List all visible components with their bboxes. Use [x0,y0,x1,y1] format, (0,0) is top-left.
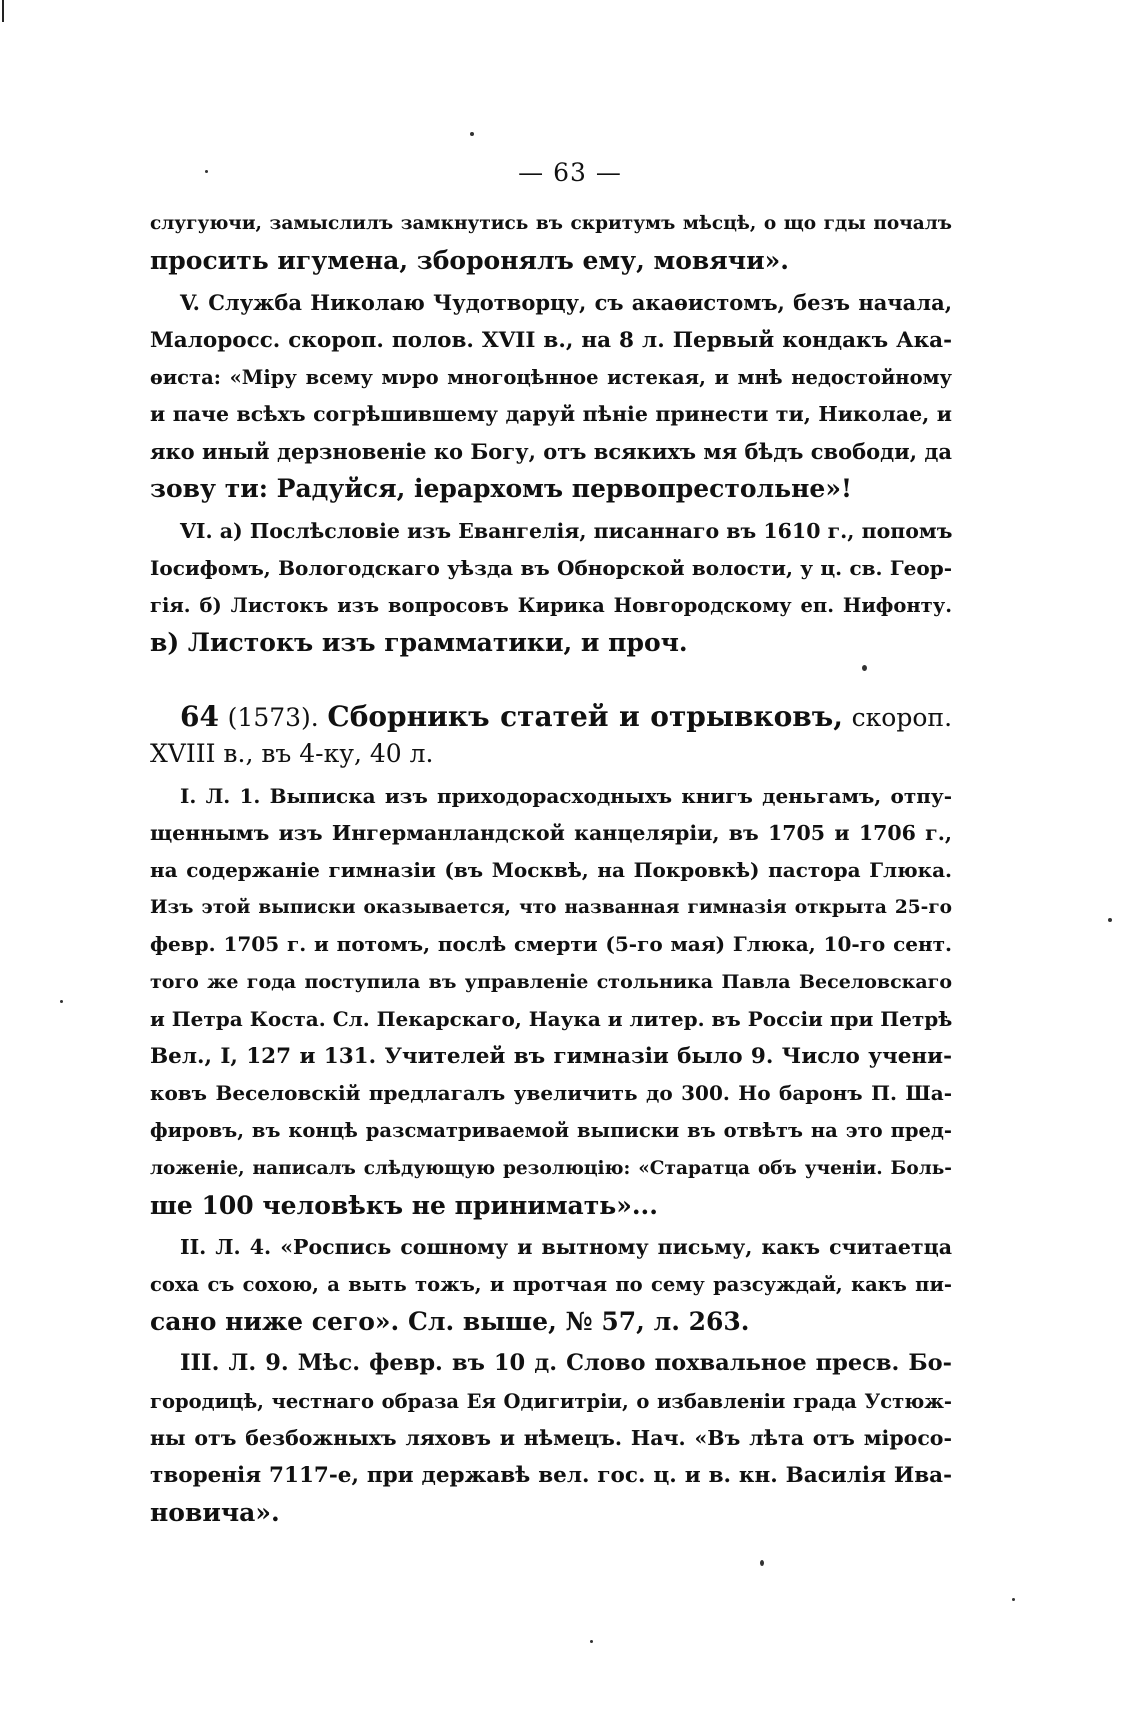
page-body [150,205,952,1531]
paragraph [150,1345,952,1531]
entry-title: Сборникъ статей и отрывковъ, [327,700,843,734]
text-line: V. Служба Николаю Чудотворцу, съ акаѳистомъ, безъ начала, [180,290,952,316]
scan-speck [760,1560,764,1566]
text-line: ѳиста: «Міру всему мνро многоцѣнное истекая, и мнѣ недостойному [150,365,952,389]
text-line: слугуючи, замыслилъ замкнутись въ скритумъ мѣсцѣ, о що гды почалъ [150,213,952,234]
text-line: в) Листокъ изъ грамматики, и проч. [150,628,688,658]
text-line: ше 100 человѣкъ не принимать»... [150,1190,658,1220]
text-line: Вел., I, 127 и 131. Учителей въ гимназіи было 9. Число учени- [150,1043,952,1069]
scan-speck [1012,1598,1015,1601]
paragraph [150,778,952,1224]
text-line: гія. б) Листокъ изъ вопросовъ Кирика Новгородскому еп. Нифонту. [150,593,952,617]
paragraph [150,284,952,507]
text-line: просить игумена, зборонялъ ему, мовячи». [150,246,789,276]
entry-heading-line [150,698,952,735]
text-line: Іосифомъ, Вологодскаго уѣзда въ Обнорской волости, у ц. св. Геор- [150,555,952,580]
text-line: Изъ этой выписки оказывается, что названная гимназія открыта 25-го [150,897,952,919]
text-line: на содержаніе гимназіи (въ Москвѣ, на Покровкѣ) пастора Глюка. [150,858,952,882]
entry-inventory-number: (1573). [227,703,319,733]
text-line: щеннымъ изъ Ингерманландской канцеляріи, въ 1705 и 1706 г., [150,820,952,845]
text-line: III. Л. 9. Мѣс. февр. въ 10 д. Слово похвальное пресв. Бо- [180,1350,952,1377]
text-line: VI. а) Послѣсловіе изъ Евангелія, писаннаго въ 1610 г., попомъ [180,518,953,543]
entry-description-line: XVIII в., въ 4-ку, 40 л. [150,739,434,769]
scan-speck [590,1640,593,1643]
text-line: городицѣ, честнаго образа Ея Одигитріи, о избавленіи града Устюж- [150,1389,952,1413]
text-line: февр. 1705 г. и потомъ, послѣ смерти (5-го мая) Глюка, 10-го сент. [150,932,952,957]
text-line: фировъ, въ концѣ разсматриваемой выписки въ отвѣтъ на это пред- [150,1119,952,1143]
paragraph [150,205,952,279]
text-line: соха съ сохою, а выть тожъ, и протчая по сему разсуждай, какъ пи- [150,1273,952,1297]
text-line: ковъ Веселовскій предлагалъ увеличить до 300. Но баронъ П. Ша- [150,1081,952,1106]
catalog-entry-heading [150,698,952,772]
scan-speck [205,170,208,173]
entry-description: скороп. [851,703,953,733]
scan-speck [1108,918,1112,922]
text-line: и Петра Коста. Сл. Пекарскаго, Наука и литер. въ Россіи при Петрѣ [150,1006,953,1031]
paragraph [150,513,952,662]
page-edge-mark [2,0,4,22]
text-line: II. Л. 4. «Роспись сошному и вытному письму, какъ считаетца [180,1234,952,1259]
text-line: ложеніе, написалъ слѣдующую резолюцію: «Старатца объ ученіи. Боль- [150,1157,952,1179]
scan-speck [470,132,474,136]
text-line: яко иный дерзновеніе ко Богу, отъ всякихъ мя бѣдъ свободи, да [150,439,952,465]
text-line: того же года поступила въ управленіе стольника Павла Веселовскаго [150,970,952,993]
text-line: творенія 7117-е, при державѣ вел. гос. ц. и в. кн. Василія Ива- [150,1463,952,1488]
text-line: I. Л. 1. Выписка изъ приходорасходныхъ книгъ деньгамъ, отпу- [180,783,952,808]
text-line: новича». [150,1498,280,1528]
scan-speck [60,1000,63,1003]
text-line: сано ниже сего». Сл. выше, № 57, л. 263. [150,1307,750,1337]
text-line: зову ти: Радуйся, іерархомъ первопрестольне»! [150,474,852,504]
text-line: Малоросс. скороп. полов. XVII в., на 8 л. Первый кондакъ Ака- [150,327,952,353]
text-line: ны отъ безбожныхъ ляховъ и нѣмецъ. Нач. «Въ лѣта отъ міросо- [150,1425,952,1450]
text-line: и паче всѣхъ согрѣшившему даруй пѣніе принести ти, Николае, и [150,401,952,426]
entry-number: 64 [180,700,219,734]
scan-speck [862,665,867,671]
page-number: — 63 — [518,158,622,187]
paragraph [150,1229,952,1341]
